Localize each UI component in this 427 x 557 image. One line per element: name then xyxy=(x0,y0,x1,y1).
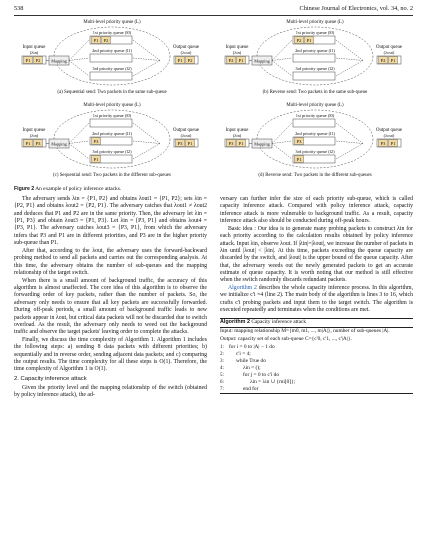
input-queue-label: Input queue xyxy=(225,45,249,50)
merge-arrow xyxy=(133,40,160,61)
algorithm-line-text: for i = 0 to |A| − 1 do xyxy=(229,343,275,350)
dispatch-arrow xyxy=(69,58,89,61)
multi-level-label: Multi-level priority queue (L) xyxy=(286,20,344,25)
sub-queue-1 xyxy=(90,54,132,62)
output-lambda-label: (λout) xyxy=(383,133,395,138)
figure-caption xyxy=(14,186,413,193)
input-queue-packet-label: P3 xyxy=(228,140,234,146)
page-number: 538 xyxy=(14,5,24,12)
input-queue-label: Input queue xyxy=(22,45,46,50)
dispatch-arrow xyxy=(272,61,292,77)
sub-queue-0-packet-label: P2 xyxy=(103,37,109,43)
algorithm-label: Algorithm 2 xyxy=(220,319,250,325)
algorithm-line xyxy=(220,386,413,393)
sub-queue-2-packet-label: P1 xyxy=(93,156,99,162)
dispatch-arrow xyxy=(272,144,292,160)
sub-queue-0-packet-label: P1 xyxy=(306,37,312,43)
output-queue-packet-label: P1 xyxy=(390,140,396,146)
output-queue-packet-label: P1 xyxy=(187,140,193,146)
input-queue-packet-label: P3 xyxy=(35,140,41,146)
algorithm-line xyxy=(220,365,413,372)
algorithm-line-number: 1: xyxy=(220,344,224,350)
right-para-2: Basic idea : Our idea is to generate many probing packets to construct λin for each priority according to the calculation results obtained by policy inference attack. Input λin, observe λout. If |λin|=|λout|, we increase the number of packets in λin until |λout| < |λin|. At this time, packets exceeding the queue capacity are discarded by the switch, and |λout| is the upper bound of the queue capacity. After that, the adversary weeds out the newly generated packets to get an accurate estimate of queue capacity. It is worth noting that our method is still effective when the switch randomly discards redundant packets. xyxy=(220,225,413,284)
output-lambda-label: (λout) xyxy=(383,50,395,55)
input-lambda-label: (λin) xyxy=(29,133,39,138)
merge-arrow xyxy=(336,61,363,77)
right-column xyxy=(220,196,413,394)
merge-arrow xyxy=(336,40,363,61)
sub-queue-2 xyxy=(293,72,335,80)
output-queue-packet-label: P2 xyxy=(187,57,193,63)
multi-level-label: Multi-level priority queue (L) xyxy=(83,103,141,108)
output-queue-packet-label: P3 xyxy=(380,140,386,146)
output-lambda-label: (λout) xyxy=(180,133,192,138)
output-queue-packet-label: P2 xyxy=(380,57,386,63)
merge-arrow xyxy=(133,123,160,144)
subfigure-caption: (b) Reverse send: Two packets in the same sub-queue xyxy=(262,90,368,95)
priority-queue-1-label: 1st priority queue (l0) xyxy=(92,30,132,35)
mapping-label: Mapping xyxy=(51,58,67,64)
running-header xyxy=(14,5,413,14)
subfigure-caption: (d) Reverse send: Two packets in the different sub-queues xyxy=(258,173,372,178)
left-column xyxy=(14,196,207,400)
merge-arrow xyxy=(133,58,160,61)
sub-queue-2-packet-label: P1 xyxy=(296,156,302,162)
dispatch-arrow xyxy=(69,123,89,144)
dispatch-arrow xyxy=(272,141,292,144)
priority-queue-1-label: 1st priority queue (l0) xyxy=(295,30,335,35)
algorithm-line-number: 2: xyxy=(220,351,224,357)
algorithm-box xyxy=(220,318,413,394)
priority-queue-3-label: 3rd priority queue (l2) xyxy=(92,149,132,154)
algorithm-line-text: λin = (); xyxy=(243,364,261,371)
sub-queue-1 xyxy=(293,54,335,62)
header-rule xyxy=(14,15,413,16)
left-para-1: The adversary sends λin = {P1, P2} and obtains λout1 = {P1, P2}; sets λin = {P2, P1} and obtains λout2 = {P2, P1}. The adversary catches that λout1 ≠ λout2 and deduces that P1 and P2 are in the same priority. Then, the adversary let λin = {P1, P3} and obtain λout3 = {P1, P3}. Let λin = {P3, P1} and obtains λout4 = {P3, P1}. The adversary catches λout3 = {P3, P1}, from which the adversary infers that P3 and P1 are in different priorities, and P3 are in the higher priority sub-queue than P1. xyxy=(14,196,207,247)
algorithm-line-number: 5: xyxy=(220,372,224,378)
priority-queue-3-label: 3rd priority queue (l2) xyxy=(295,149,335,154)
algorithm-name: Capacity inference attack xyxy=(251,319,307,325)
priority-queue-1-label: 1st priority queue (l0) xyxy=(92,113,132,118)
output-lambda-label: (λout) xyxy=(180,50,192,55)
algorithm-line xyxy=(220,379,413,386)
sub-queue-0-packet-label: P1 xyxy=(93,37,99,43)
dispatch-arrow xyxy=(69,144,89,160)
algorithm-output: Output: capacity set of each sub-queue C={c'0, c'1, ..., c'|A|}. xyxy=(220,336,352,342)
algorithm-line xyxy=(220,358,413,365)
right-para-3 xyxy=(220,285,413,314)
dispatch-arrow xyxy=(272,58,292,61)
sub-queue-0 xyxy=(293,119,335,127)
figure-2 xyxy=(14,17,413,182)
algorithm-line-text: c'i = 4; xyxy=(236,350,251,357)
input-queue-packet-label: P1 xyxy=(25,57,31,63)
subfigure-caption: (c) Sequential send: Two packets in the different sub-queues xyxy=(53,173,171,178)
input-queue-packet-label: P1 xyxy=(238,140,244,146)
input-queue-packet-label: P1 xyxy=(25,140,31,146)
left-para-3: When there is a small amount of background traffic, the accuracy of this algorithm is almost unaffected. The core idea of this algorithm is to observe the forwarding order of key packets, rather than the number of packets. So, the adversary only needs to ensure that all key packets are successfully forwarded. During off-peak periods, a small amount of background traffic leads to new packets appear in λout, but critical data packets will not be discarded due to switch overload. As the result, the adversary only needs to weed out the background traffic and observe the target packets' leaving order to complete the attacks. xyxy=(14,277,207,336)
multi-level-label: Multi-level priority queue (L) xyxy=(286,103,344,108)
subfigure-caption: (a) Sequential send: Two packets in the same sub-queue xyxy=(57,90,167,95)
priority-queue-3-label: 3rd priority queue (l2) xyxy=(92,66,132,71)
algorithm-line xyxy=(220,351,413,358)
mapping-label: Mapping xyxy=(254,141,270,147)
input-lambda-label: (λin) xyxy=(232,50,242,55)
input-lambda-label: (λin) xyxy=(29,50,39,55)
algorithm-line-number: 7: xyxy=(220,386,224,392)
priority-queue-2-label: 2nd priority queue (l1) xyxy=(295,131,335,136)
sub-queue-1-packet-label: P3 xyxy=(296,138,302,144)
algorithm-line-number: 6: xyxy=(220,379,224,385)
priority-queue-2-label: 2nd priority queue (l1) xyxy=(92,48,132,53)
input-queue-packet-label: P2 xyxy=(228,57,234,63)
sub-queue-2 xyxy=(90,72,132,80)
left-para-4: Finally, we discuss the time complexity of Algorithm 1. Algorithm 1 includes the following steps: a) sending 8 data packets with different priorities; b) sequentially and in reverse order, sending adjacent data packets; and c) comparing the output results. The time complexity for all these steps is O(1). Therefore, the time complexity of Algorithm 1 is O(1). xyxy=(14,337,207,373)
caption-label: Figure 2 xyxy=(14,186,35,192)
dispatch-arrow xyxy=(69,141,89,144)
input-queue-label: Input queue xyxy=(22,128,46,133)
dispatch-arrow xyxy=(272,123,292,144)
output-queue-label: Output queue xyxy=(173,128,199,133)
priority-queue-2-label: 2nd priority queue (l1) xyxy=(92,131,132,136)
algorithm-line-text: λin = λin ∪ {mi[0]}; xyxy=(250,378,296,385)
mapping-label: Mapping xyxy=(51,141,67,147)
merge-arrow xyxy=(336,144,363,160)
caption-text: An example of policy inference attacks. xyxy=(35,186,122,192)
dispatch-arrow xyxy=(69,40,89,61)
figure-diagram xyxy=(14,17,413,182)
section-heading: 2. Capacity inference attack xyxy=(14,375,87,382)
journal-name: Chinese Journal of Electronics, vol. 34, no. 2 xyxy=(299,5,413,12)
input-queue-label: Input queue xyxy=(225,128,249,133)
output-queue-label: Output queue xyxy=(173,45,199,50)
algorithm-line xyxy=(220,344,413,351)
algorithm-line xyxy=(220,372,413,379)
merge-arrow xyxy=(336,58,363,61)
priority-queue-3-label: 3rd priority queue (l2) xyxy=(295,66,335,71)
output-queue-label: Output queue xyxy=(376,128,402,133)
sub-queue-0-packet-label: P2 xyxy=(296,37,302,43)
algorithm-line-number: 4: xyxy=(220,365,224,371)
mapping-label: Mapping xyxy=(254,58,270,64)
algorithm-line-text: end for xyxy=(243,385,259,392)
left-para-2: After that, according to the λout, the adversary uses the forward-backward probing method to send all packets and carries out the corresponding analysis. At this time, the adversary obtains the number of sub-queues and the mapping relationship of the target switch. xyxy=(14,247,207,276)
merge-arrow xyxy=(133,144,160,160)
input-queue-packet-label: P2 xyxy=(35,57,41,63)
dispatch-arrow xyxy=(69,61,89,77)
output-queue-label: Output queue xyxy=(376,45,402,50)
merge-arrow xyxy=(133,141,160,144)
input-lambda-label: (λin) xyxy=(232,133,242,138)
output-queue-packet-label: P1 xyxy=(390,57,396,63)
merge-arrow xyxy=(336,141,363,144)
priority-queue-2-label: 2nd priority queue (l1) xyxy=(295,48,335,53)
algorithm-line-text: for j = 0 to c'i do xyxy=(243,371,280,378)
algorithm-input: Input: mapping relationship M={m0, m1, ..., m|A|}, number of sub-queues |A|. xyxy=(220,328,390,334)
right-para-3-text: describes the whole capacity inference process. In this algorithm, we initialize c'i =4 (line 2). The main body of the algorithm is lines 3 to 16, which crafts c'i probing packets and input them to the target switch. The algorithm is executed repeatedly and terminates when the conditions are met. xyxy=(220,285,413,314)
algorithm-lines xyxy=(220,344,413,393)
output-queue-packet-label: P3 xyxy=(177,140,183,146)
algorithm-2-link[interactable]: Algorithm 2 xyxy=(228,285,257,292)
merge-arrow xyxy=(133,61,160,77)
sub-queue-1-packet-label: P3 xyxy=(93,138,99,144)
output-queue-packet-label: P1 xyxy=(177,57,183,63)
algorithm-title xyxy=(220,319,413,328)
left-para-5: Given the priority level and the mapping relationship of the switch (obtained by policy inference attack), the ad- xyxy=(14,384,207,398)
sub-queue-0 xyxy=(90,119,132,127)
multi-level-label: Multi-level priority queue (L) xyxy=(83,20,141,25)
priority-queue-1-label: 1st priority queue (l0) xyxy=(295,113,335,118)
right-para-1: versary can further infer the size of each priority sub-queue, which is called capacity inference attack. Compared with policy inference attack, capacity inference attack is more vulnerable to background traffic. As a result, capacity inference attack also should be conducted during off-peak hours. xyxy=(220,196,413,225)
algorithm-line-number: 3: xyxy=(220,358,224,364)
dispatch-arrow xyxy=(272,40,292,61)
input-queue-packet-label: P1 xyxy=(238,57,244,63)
algorithm-line-text: while True do xyxy=(236,357,266,364)
merge-arrow xyxy=(336,123,363,144)
